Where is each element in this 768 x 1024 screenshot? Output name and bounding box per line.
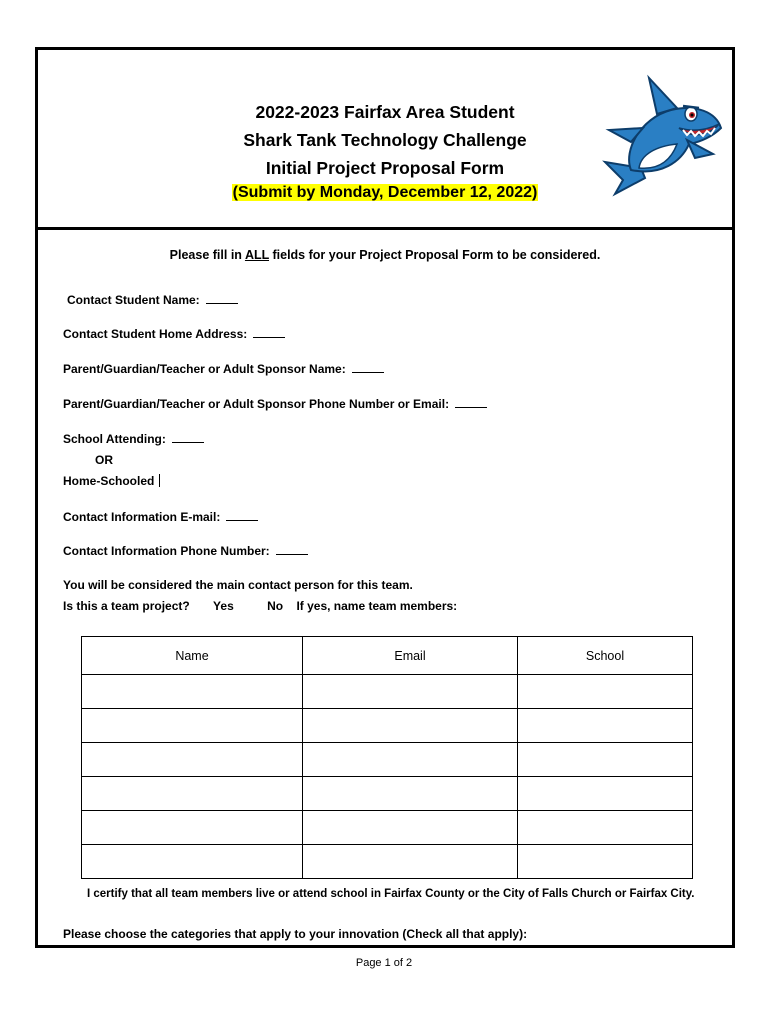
table-header-row <box>82 637 693 675</box>
table-row <box>82 811 693 845</box>
contact-phone-blank[interactable] <box>276 544 308 555</box>
column-header-name: Name <box>82 637 303 675</box>
or-label: OR <box>95 453 113 467</box>
home-address-blank[interactable] <box>253 327 285 338</box>
table-row <box>82 845 693 879</box>
sponsor-contact-field[interactable]: Parent/Guardian/Teacher or Adult Sponsor Phone Number or Email: <box>63 397 487 411</box>
home-address-field[interactable]: Contact Student Home Address: <box>63 327 285 341</box>
team-school-cell[interactable] <box>518 743 693 777</box>
team-email-cell[interactable] <box>303 709 518 743</box>
team-name-cell[interactable] <box>82 811 303 845</box>
team-question-line: Is this a team project? Yes No If yes, name team members: <box>63 599 458 613</box>
contact-name-field[interactable]: Contact Student Name: <box>67 293 238 307</box>
sponsor-name-field[interactable]: Parent/Guardian/Teacher or Adult Sponsor Name: <box>63 362 384 376</box>
title-line-2: Shark Tank Technology Challenge <box>243 130 527 150</box>
shark-mascot-icon <box>601 70 727 198</box>
team-name-cell[interactable] <box>82 777 303 811</box>
team-school-cell[interactable] <box>518 845 693 879</box>
team-email-cell[interactable] <box>303 811 518 845</box>
instruction-text: Please fill in ALL fields for your Project Proposal Form to be considered. <box>169 248 601 262</box>
contact-name-blank[interactable] <box>206 293 238 304</box>
categories-prompt: Please choose the categories that apply to your innovation (Check all that apply): <box>63 927 528 941</box>
school-attending-blank[interactable] <box>172 432 204 443</box>
team-email-cell[interactable] <box>303 777 518 811</box>
table-row <box>82 743 693 777</box>
team-school-cell[interactable] <box>518 709 693 743</box>
sponsor-contact-blank[interactable] <box>455 397 487 408</box>
team-email-cell[interactable] <box>303 845 518 879</box>
sponsor-name-blank[interactable] <box>352 362 384 373</box>
certify-statement: I certify that all team members live or attend school in Fairfax County or the City of Falls Church or Fairfax City. <box>87 888 695 900</box>
instruction-emphasis: ALL <box>244 248 270 262</box>
main-contact-note: You will be considered the main contact person for this team. <box>63 578 413 592</box>
team-email-cell[interactable] <box>303 675 518 709</box>
table-row <box>82 675 693 709</box>
team-school-cell[interactable] <box>518 675 693 709</box>
page-number: Page 1 of 2 <box>355 957 413 969</box>
home-schooled-field[interactable]: Home-Schooled <box>63 474 160 488</box>
team-name-cell[interactable] <box>82 845 303 879</box>
team-members-table <box>81 636 693 879</box>
form-frame <box>35 47 735 948</box>
team-name-cell[interactable] <box>82 743 303 777</box>
table-row <box>82 777 693 811</box>
team-yes-option[interactable]: Yes <box>213 599 234 613</box>
team-school-cell[interactable] <box>518 777 693 811</box>
deadline-highlight: (Submit by Monday, December 12, 2022) <box>232 184 538 201</box>
title-line-3: Initial Project Proposal Form <box>265 158 505 178</box>
team-no-option[interactable]: No <box>267 599 284 613</box>
team-email-cell[interactable] <box>303 743 518 777</box>
text-cursor <box>159 474 160 487</box>
contact-phone-field[interactable]: Contact Information Phone Number: <box>63 544 308 558</box>
table-row <box>82 709 693 743</box>
contact-email-blank[interactable] <box>226 510 258 521</box>
school-attending-field[interactable]: School Attending: <box>63 432 204 446</box>
team-school-cell[interactable] <box>518 811 693 845</box>
column-header-school: School <box>518 637 693 675</box>
team-name-cell[interactable] <box>82 675 303 709</box>
contact-email-field[interactable]: Contact Information E-mail: <box>63 510 258 524</box>
team-name-cell[interactable] <box>82 709 303 743</box>
form-header <box>38 50 732 230</box>
column-header-email: Email <box>303 637 518 675</box>
title-line-1: 2022-2023 Fairfax Area Student <box>255 102 515 122</box>
